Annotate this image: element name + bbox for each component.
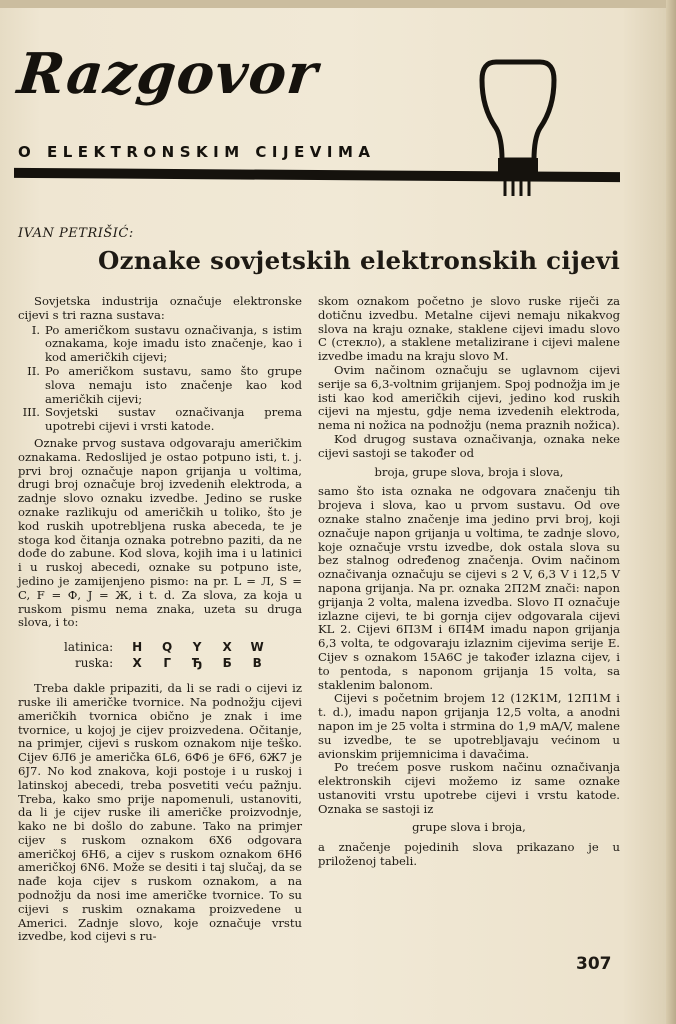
page-right-edge	[666, 0, 676, 1024]
russian-label: ruska:	[75, 656, 114, 671]
paragraph: samo što ista oznaka ne odgovara značenju tih brojeva i slova, kao u prvom sustavu. Od ove oznake stalno značenje ima jedino prvi broj, koji označuje napon grijanja u voltima, te zadnje slovo, koje označuje vrstu izvedbe, dok ostala slova su bez stalnog određenog značenja. Ovim načinom označivanja označuju se cijevi s 2 V, 6,3 V i 12,5 V napona grijanja. Na pr. oznaka 2П2М znači: napon grijanja 2 volta, malena izvedba. Slovo П označuje izlazne cijevi, te bi gornja cijev odgovarala cijevi KL 2. Cijevi 6П3М i 6П4М imadu napon grijanja 6,3 volta, te odgovaraju izlaznim cijevima serije E. Cijev s oznakom 15А6С je također izlazna cijev, i to pentoda, s naponom grijanja 15 volta, sa staklenim balonom.	[318, 484, 620, 692]
russian-letter: Б	[222, 656, 232, 671]
paragraph: Po trećem posve ruskom načinu označivanja elektronskih cijevi možemo iz same oznake ustanoviti vrstu upotrebe cijevi i vrstu katode. Oznaka se sastoji iz	[318, 760, 620, 816]
list-text: Sovjetski sustav označivanja prema upotrebi cijevi i vrsti katode.	[45, 405, 302, 434]
table-row	[60, 656, 271, 670]
paragraph: skom oznakom početno je slovo ruske riječi za dotičnu izvedbu. Metalne cijevi nemaju nikakvog slova na kraju oznake, staklene cijevi imadu slovo C (стекло), a staklene metalizirane i cijevi malene izvedbe imadu na kraju slovo M.	[318, 294, 620, 364]
text-column-left	[18, 295, 302, 944]
russian-letter: В	[252, 656, 262, 671]
column-subtitle: O ELEKTRONSKIM CIJEVIMA	[18, 143, 376, 161]
list-item	[18, 406, 302, 434]
list-item	[18, 365, 302, 406]
alphabet-table	[58, 638, 273, 672]
formula-line: grupe slova i broja,	[412, 820, 526, 835]
paragraph: Cijevi s početnim brojem 12 (12К1М, 12П1М i t. d.), imadu napon grijanja 12,5 volta, a anodni napon im je 25 volta i strmina do 1,9 mA/V, malene su izvedbe, te se upotrebljavaju većinom u avionskim prijemnicima i davačima.	[318, 691, 620, 761]
latin-label: latinica:	[64, 640, 114, 655]
paragraph: Kod drugog sustava označivanja, oznaka neke cijevi sastoji se također od	[318, 431, 620, 460]
table-row	[60, 640, 271, 654]
list-text: Po američkom sustavu, samo što grupe slova nemaju isto značenje kao kod američkih cijevi;	[45, 363, 302, 406]
list-number: II.	[27, 363, 40, 378]
russian-letter: X	[132, 656, 142, 671]
list-number: III.	[22, 405, 40, 420]
column-brand-title: Razgovor	[14, 41, 322, 107]
formula-line: broja, grupe slova, broja i slova,	[374, 464, 564, 479]
latin-letter: Y	[192, 640, 202, 655]
text-column-right	[318, 295, 620, 869]
paragraph: Ovim načinom označuju se uglavnom cijevi serije sa 6,3-voltnim grijanjem. Spoj podnožja im je isti kao kod američkih cijevi, jedino kod ruskih cijevi na mjestu, gdje nema izvedenih elektroda, nema ni nožica na podnožju (nema praznih nožica).	[318, 362, 620, 433]
list-item	[18, 324, 302, 365]
list-number: I.	[31, 322, 40, 337]
page-number: 307	[576, 954, 612, 974]
paragraph: a značenje pojedinih slova prikazano je u priloženoj tabeli.	[318, 840, 620, 869]
latin-letter: Q	[162, 640, 173, 655]
list-text: Po američkom sustavu označivanja, s istim oznakama, koje imadu isto značenje, kao i kod američkih cijevi;	[45, 322, 302, 365]
vacuum-tube-icon	[478, 58, 558, 200]
paragraph: Oznake prvog sustava odgovaraju američkim oznakama. Redoslijed je ostao potpuno isti, t. j. prvi broj označuje napon grijanja u voltima, drugi broj označuje broj izvedenih elektroda, a zadnje slovo oznaku izvedbe. Jedino se ruske oznake razlikuju od američkih u toliko, što je kod ruskih upotrebljena ruska abeceda, te je stoga kod čitanja oznaka potrebno paziti, da ne dođe do zabune. Kod slova, kojih ima i u latinici i u ruskoj abecedi, oznake su potpuno iste, jedino je zamijenjeno pismo: na pr. L = Л, S = C, F = Ф, J = Ж, i t. d. Za slova, za koja u ruskom pismu nema znaka, uzeta su druga slova, i to:	[18, 435, 302, 630]
article-author: IVAN PETRIŠIĆ:	[18, 226, 134, 241]
article-title: Oznake sovjetskih elektronskih cijevi	[98, 246, 621, 275]
paragraph: Treba dakle pripaziti, da li se radi o cijevi iz ruske ili američke tvornice. Na podnožju cijevi američkih tvornica obično je znak i ime tvornice, u kojoj je cijev proizvedena. Očitanje, na primjer, cijevi s ruskom oznakom nije teško. Cijev 6Л6 je američka 6L6, 6Ф6 je 6F6, 6Ж7 je 6J7. No kod znakova, koji postoje i u ruskoj i latinskoj abecedi, treba posvetiti veću pažnju. Treba, kako smo prije napomenuli, ustanoviti, da li je cijev ruske ili američke proizvodnje, kako ne bi došlo do zabune. Tako na primjer cijev s ruskom oznakom 6X6 odgovara američkoj 6H6, a cijev s ruskom oznakom 6H6 američkoj 6N6. Može se desiti i taj slučaj, da se nađe koja cijev s ruskom oznakom, a na podnožju da nosi ime američke tvornice. To su cijevi s ruskim oznakama proizvedene u Americi. Zadnje slovo, koje označuje vrstu izvedbe, kod cijevi s ru-	[18, 681, 302, 944]
page-top-edge	[0, 0, 676, 8]
russian-letter: Г	[163, 656, 171, 671]
latin-letter: W	[250, 640, 264, 655]
latin-letter: H	[132, 640, 143, 655]
latin-letter: X	[222, 640, 232, 655]
systems-list	[18, 324, 302, 434]
russian-letter: Ђ	[191, 656, 203, 671]
paragraph-intro: Sovjetska industrija označuje elektronske cijevi s tri razna sustava:	[18, 294, 302, 322]
